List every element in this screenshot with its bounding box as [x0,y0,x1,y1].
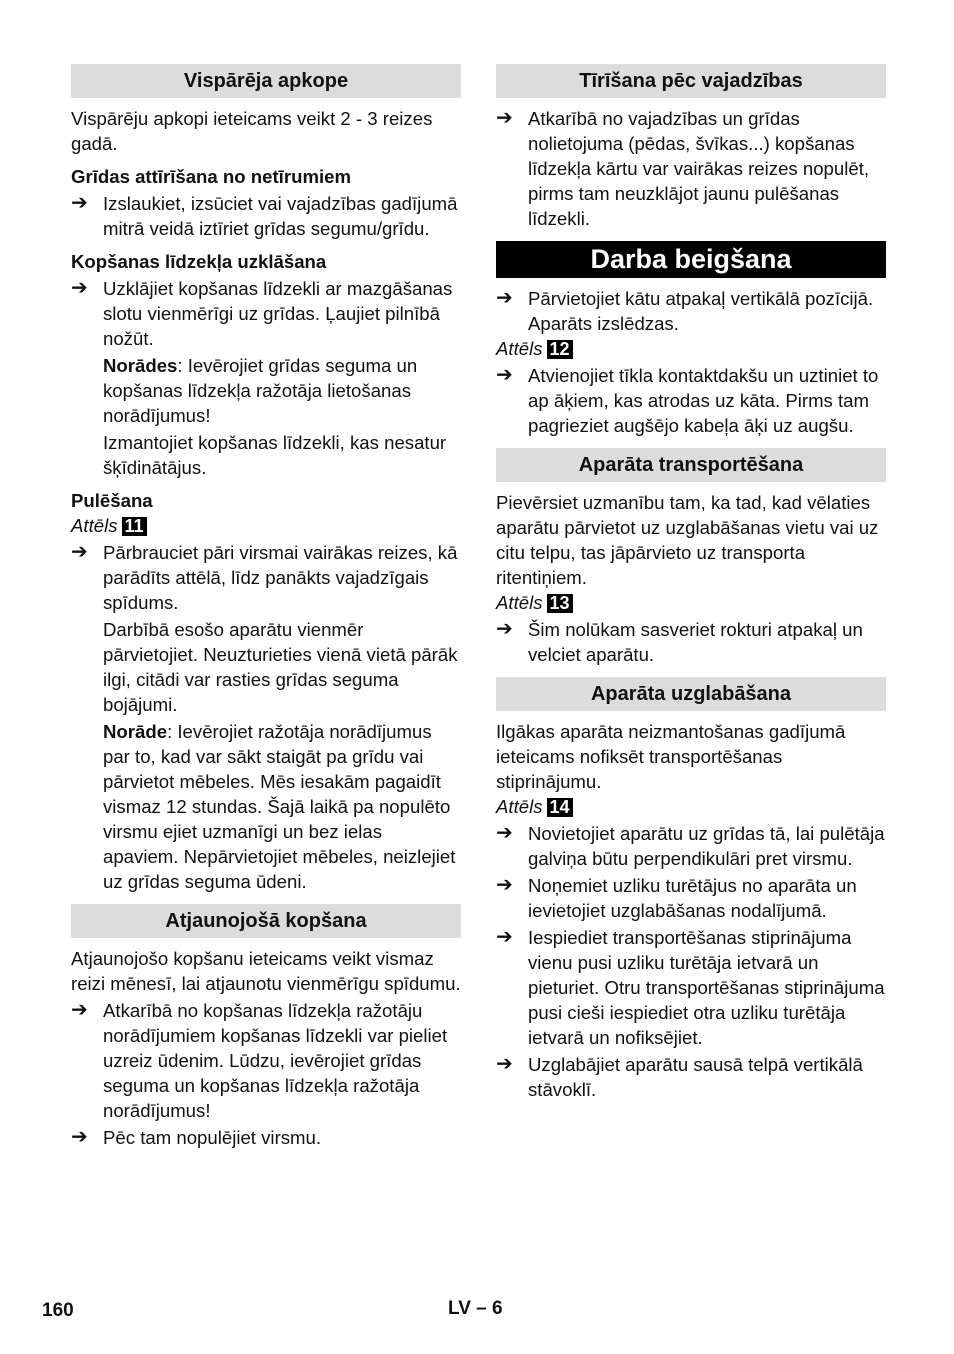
step-text: Uzklājiet kopšanas līdzekli ar mazgāšanas slotu vienmērīgi uz grīdas. Ļaujiet pilnībā nožūt. [103,278,453,349]
subheading-floor-cleaning: Grīdas attīrīšana no netīrumiem [71,166,352,187]
figure-number-badge: 14 [547,798,573,817]
step-text: Uzglabājiet aparātu sausā telpā vertikālā stāvoklī. [528,1054,863,1100]
section-heading-general-maintenance: Vispārēja apkope [71,64,461,98]
step-text: Pēc tam nopulējiet virsmu. [103,1127,322,1148]
step-item [71,1125,461,1150]
general-maintenance-intro: Vispārēju apkopi ieteicams veikt 2 - 3 reizes gadā. [71,108,433,154]
arrow-icon: ➔ [496,874,513,896]
step-text: Noņemiet uzliku turētājus no aparāta un ievietojiet uzglabāšanas nodalījumā. [528,875,857,921]
step-item [71,540,461,615]
subheading-apply-care-agent: Kopšanas līdzekļa uzklāšana [71,251,327,272]
step-item [496,925,886,1050]
step-text: Atkarībā no vajadzības un grīdas nolietojuma (pēdas, švīkas...) kopšanas līdzekļa kārtu var vairākas reizes nopulēt, pirms tam neuzklājot jaunu pulēšanas līdzekli. [528,108,870,229]
section-heading-transport: Aparāta transportēšana [496,448,886,482]
step-text: Novietojiet aparātu uz grīdas tā, lai pulētāja galviņa būtu perpendikulāri pret virsmu. [528,823,885,869]
step-item [496,286,886,336]
step-text: Atvienojiet tīkla kontaktdakšu un uztiniet to ap āķiem, kas atrodas uz kāta. Pirms tam pagrieziet augšējo kabeļa āķi uz augšu. [528,365,879,436]
note-paragraph: Darbībā esošo aparātu vienmēr pārvietojiet. Neuzturieties vienā vietā pārāk ilgi, citādi var rasties grīdas seguma bojājumi. [103,619,458,715]
step-text: Atkarībā no kopšanas līdzekļa ražotāju norādījumiem kopšanas līdzekli var pieliet uzreiz ūdenim. Lūdzu, ievērojiet grīdas seguma un kopšanas līdzekļa ražotāja norādījumus! [103,1000,448,1121]
step-text: Pārbrauciet pāri virsmai vairākas reizes, kā parādīts attēlā, līdz panākts vajadzīgais spīdums. [103,542,458,613]
figure-number-badge: 13 [547,594,573,613]
arrow-icon: ➔ [71,999,88,1021]
arrow-icon: ➔ [496,1053,513,1075]
arrow-icon: ➔ [71,1126,88,1148]
figure-reference [71,513,461,538]
step-item [496,873,886,923]
transport-intro: Pievērsiet uzmanību tam, ka tad, kad vēlaties aparātu pārvietot uz uzglabāšanas vietu vai uz citu telpu, tas jāpārvieto uz transporta ritentiņiem. [496,492,879,588]
arrow-icon: ➔ [496,822,513,844]
figure-label: Attēls [496,592,543,613]
arrow-icon: ➔ [71,541,88,563]
step-item [496,617,886,667]
figure-reference [496,336,886,361]
arrow-icon: ➔ [496,926,513,948]
arrow-icon: ➔ [496,618,513,640]
step-item [496,821,886,871]
figure-label: Attēls [496,338,543,359]
step-text: Šim nolūkam sasveriet rokturi atpakaļ un velciet aparātu. [528,619,863,665]
step-text: Izslaukiet, izsūciet vai vajadzības gadījumā mitrā veidā iztīriet grīdas segumu/grīdu. [103,193,458,239]
restorative-care-intro: Atjaunojošo kopšanu ieteicams veikt vismaz reizi mēnesī, lai atjaunotu vienmērīgu spīdumu. [71,948,461,994]
step-item [496,1052,886,1102]
figure-reference [496,794,886,819]
figure-number-badge: 12 [547,340,573,359]
step-text: Pārvietojiet kātu atpakaļ vertikālā pozīcijā. Aparāts izslēdzas. [528,288,874,334]
step-item [71,276,461,351]
storage-intro: Ilgākas aparāta neizmantošanas gadījumā ieteicams nofiksēt transportēšanas stiprinājumu. [496,721,846,792]
section-heading-restorative-care: Atjaunojošā kopšana [71,904,461,938]
figure-reference [496,590,886,615]
figure-number-badge: 11 [122,517,147,536]
chapter-heading-finishing-work: Darba beigšana [496,241,886,278]
note-text: : Ievērojiet grīdas seguma un kopšanas līdzekļa ražotāja lietošanas norādījumus! [103,355,418,426]
arrow-icon: ➔ [496,107,513,129]
figure-label: Attēls [71,515,118,536]
arrow-icon: ➔ [496,364,513,386]
note-label: Norāde [103,721,168,742]
step-item [496,363,886,438]
right-column [496,64,886,1102]
step-text: Iespiediet transportēšanas stiprinājuma vienu pusi uzliku turētāja ietvarā un pieturiet. Otru transportēšanas stiprinājuma pusi cieši iespiediet otra uzliku turētāja ietvarā un nofiksējiet. [528,927,885,1048]
step-item [496,106,886,231]
language-page-indicator: LV – 6 [448,1298,503,1319]
figure-label: Attēls [496,796,543,817]
step-item [71,191,461,241]
note-text: : Ievērojiet ražotāja norādījumus par to, kad var sākt staigāt pa grīdu vai pārvietot mēbeles. Mēs iesakām pagaidīt vismaz 12 stundas. Šajā laikā pa nopulēto virsmu ejiet uzmanīgi un bez ielas apaviem. Nepārvietojiet mēbeles, neizlejiet uz grīdas seguma ūdeni. [103,721,456,892]
note-paragraph [71,353,461,428]
arrow-icon: ➔ [71,192,88,214]
subheading-polishing: Pulēšana [71,490,153,511]
left-column [71,64,461,1150]
step-item [71,998,461,1123]
note-paragraph: Izmantojiet kopšanas līdzekli, kas nesatur šķīdinātājus. [103,432,447,478]
arrow-icon: ➔ [71,277,88,299]
page-number: 160 [42,1300,74,1321]
arrow-icon: ➔ [496,287,513,309]
note-paragraph [71,719,461,894]
section-heading-cleaning-as-needed: Tīrīšana pēc vajadzības [496,64,886,98]
note-label: Norādes [103,355,178,376]
section-heading-storage: Aparāta uzglabāšana [496,677,886,711]
